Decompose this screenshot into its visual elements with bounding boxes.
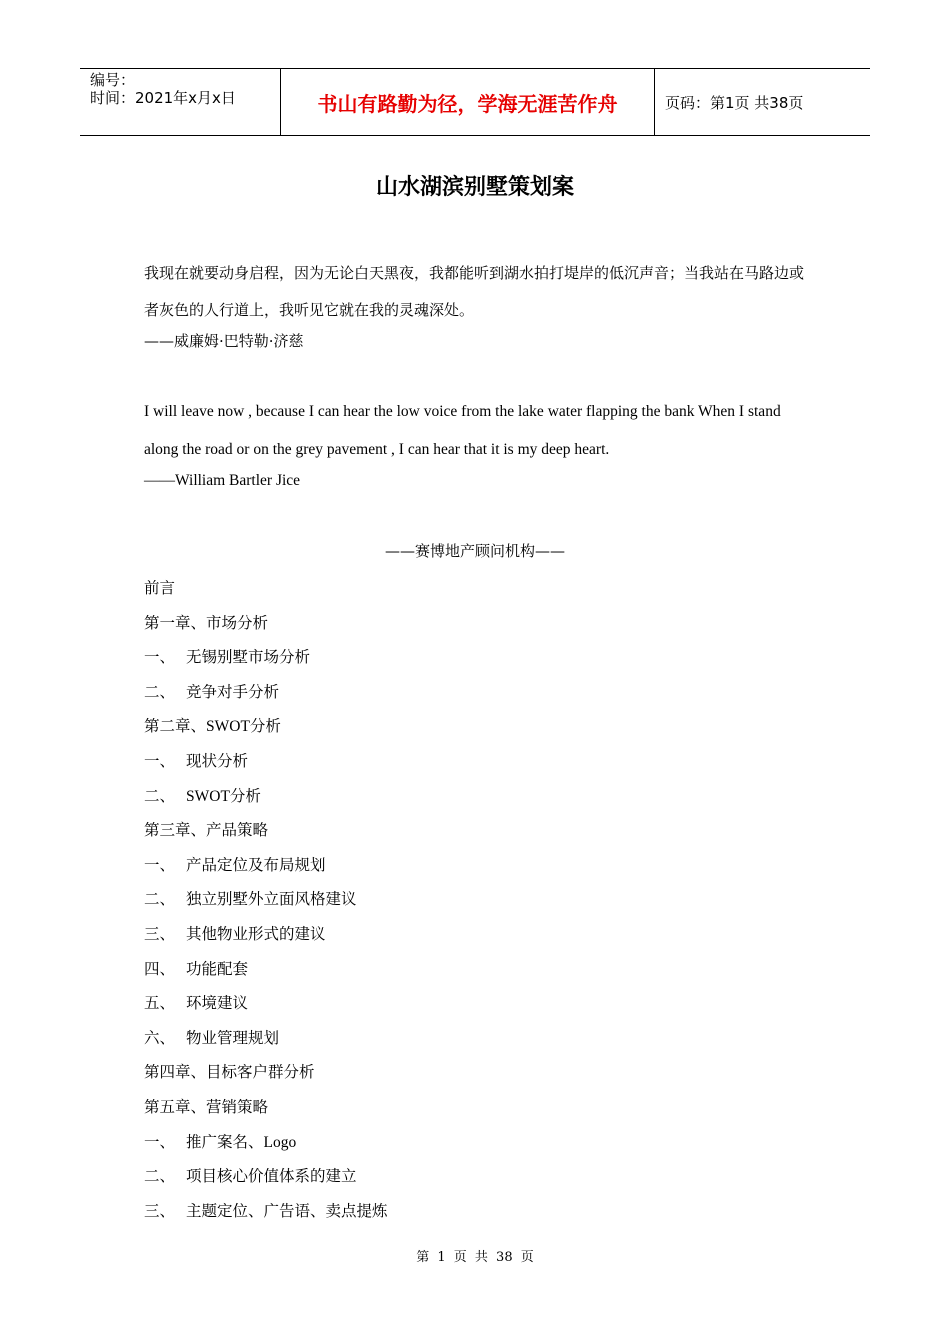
toc-item: 二、 竞争对手分析: [144, 683, 280, 701]
organization-line: ——赛博地产顾问机构——: [384, 542, 565, 560]
header-motto: 书山有路勤为径，学海无涯苦作舟: [281, 69, 655, 135]
quote-chinese: 我现在就要动身启程，因为无论白天黑夜，我都能听到湖水拍打堤岸的低沉声音；当我站在马路边或者灰色的人行道上，我听见它就在我的灵魂深处。: [144, 264, 805, 319]
quote-english: I will leave now , because I can hear the low voice from the lake water flapping the bank When I stand along the road or on the grey pavement , I can hear that it is my deep heart.: [144, 403, 781, 458]
toc-item: 一、 产品定位及布局规划: [144, 856, 326, 874]
header-meta: [80, 69, 281, 135]
toc-item: 二、 独立别墅外立面风格建议: [144, 891, 357, 909]
toc-item: 五、 环境建议: [144, 995, 249, 1013]
toc-item: 四、 功能配套: [144, 960, 249, 978]
toc-item: 一、 无锡别墅市场分析: [144, 649, 311, 667]
header-page-info: 页码：第1页 共38页: [665, 93, 804, 112]
toc-item: 第二章、SWOT分析: [144, 718, 281, 736]
time-label: 时间：2021年x月x日: [90, 89, 236, 107]
toc-item: 三、 其他物业形式的建议: [144, 926, 326, 943]
toc-item: 一、 现状分析: [144, 753, 249, 770]
toc-item: 第三章、产品策略: [144, 822, 269, 840]
page-header: [80, 68, 870, 136]
document-title: 山水湖滨别墅策划案: [375, 175, 574, 200]
toc-item: 二、 项目核心价值体系的建立: [144, 1168, 357, 1186]
toc-item: 三、 主题定位、广告语、卖点提炼: [144, 1202, 388, 1220]
toc-item: 前言: [144, 580, 176, 597]
attribution-english: ——William Bartler Jice: [144, 472, 301, 489]
toc-item: 二、 SWOT分析: [144, 787, 261, 805]
page-footer: 第 1 页 共 38 页: [416, 1250, 534, 1265]
toc-item: 第五章、营销策略: [144, 1099, 269, 1116]
toc-item: 六、 物业管理规划: [144, 1029, 280, 1047]
toc-item: 第四章、目标客户群分析: [144, 1064, 315, 1082]
toc-item: 一、 推广案名、Logo: [144, 1133, 297, 1151]
number-label: 编号：: [90, 71, 136, 89]
attribution-chinese: ——威廉姆·巴特勒·济慈: [144, 332, 304, 350]
toc-item: 第一章、市场分析: [144, 614, 269, 632]
